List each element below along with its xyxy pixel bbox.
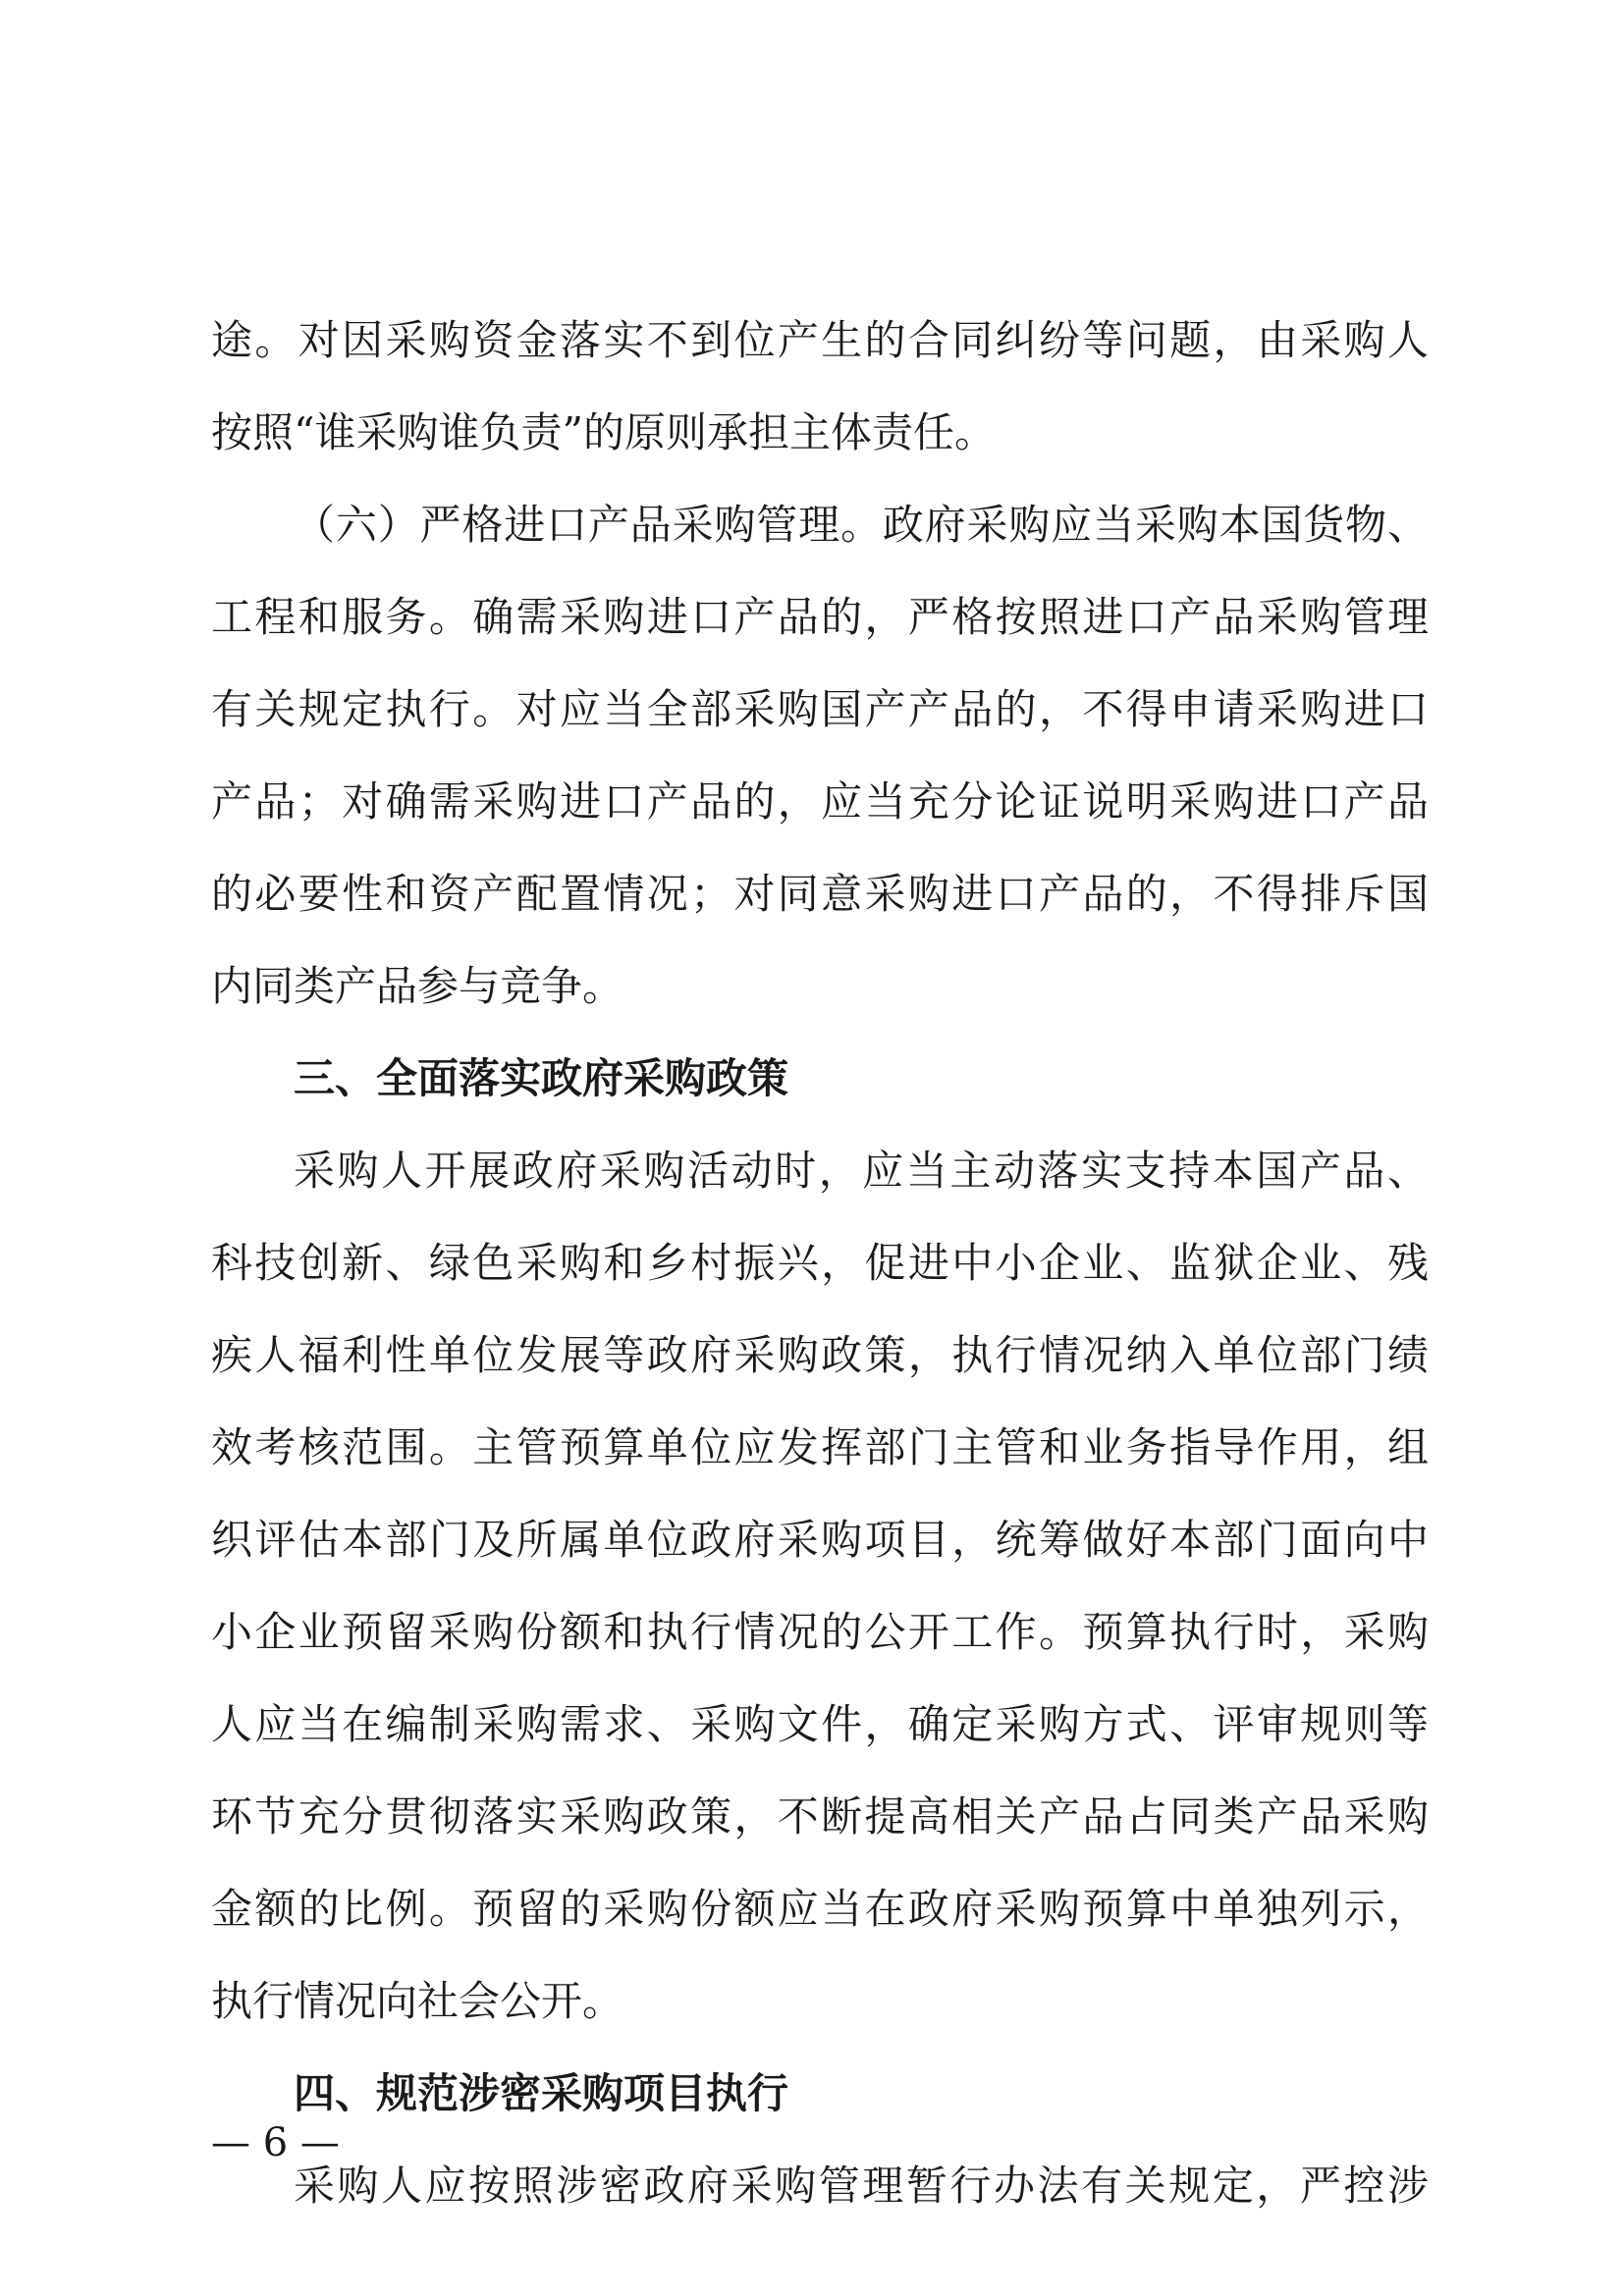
paragraph-line: 按照“谁采购谁负责”的原则承担主体责任。 bbox=[211, 408, 996, 456]
paragraph-line: 织评估本部门及所属单位政府采购项目，统筹做好本部门面向中 bbox=[211, 1516, 1429, 1564]
paragraph-line: 小企业预留采购份额和执行情况的公开工作。预算执行时，采购 bbox=[211, 1608, 1429, 1656]
paragraph-line: 工程和服务。确需采购进口产品的，严格按照进口产品采购管理 bbox=[211, 593, 1429, 641]
paragraph-line: 采购人应按照涉密政府采购管理暂行办法有关规定，严控涉 bbox=[294, 2162, 1429, 2210]
paragraph-line: 内同类产品参与竞争。 bbox=[211, 962, 624, 1010]
paragraph-line: 环节充分贯彻落实采购政策，不断提高相关产品占同类产品采购 bbox=[211, 1792, 1429, 1841]
section-heading: 四、规范涉密采购项目执行 bbox=[294, 2069, 789, 2117]
paragraph-line: 有关规定执行。对应当全部采购国产产品的，不得申请采购进口 bbox=[211, 685, 1429, 733]
paragraph-line: 产品；对确需采购进口产品的，应当充分论证说明采购进口产品 bbox=[211, 777, 1429, 826]
paragraph-line: （六）严格进口产品采购管理。政府采购应当采购本国货物、 bbox=[294, 501, 1429, 549]
body-text bbox=[211, 294, 1429, 2232]
paragraph-line: 人应当在编制采购需求、采购文件，确定采购方式、评审规则等 bbox=[211, 1700, 1429, 1748]
paragraph-line: 疾人福利性单位发展等政府采购政策，执行情况纳入单位部门绩 bbox=[211, 1331, 1429, 1379]
paragraph-line: 的必要性和资产配置情况；对同意采购进口产品的，不得排斥国 bbox=[211, 870, 1429, 918]
page-number: — 6 — bbox=[211, 2120, 340, 2165]
paragraph-line: 金额的比例。预留的采购份额应当在政府采购预算中单独列示， bbox=[211, 1885, 1429, 1933]
paragraph-line: 采购人开展政府采购活动时，应当主动落实支持本国产品、 bbox=[294, 1147, 1429, 1195]
paragraph-line: 科技创新、绿色采购和乡村振兴，促进中小企业、监狱企业、残 bbox=[211, 1239, 1429, 1287]
section-heading: 三、全面落实政府采购政策 bbox=[294, 1054, 789, 1102]
paragraph-line: 途。对因采购资金落实不到位产生的合同纠纷等问题，由采购人 bbox=[211, 316, 1429, 364]
paragraph-line: 执行情况向社会公开。 bbox=[211, 1977, 624, 2025]
paragraph-line: 效考核范围。主管预算单位应发挥部门主管和业务指导作用，组 bbox=[211, 1423, 1429, 1471]
